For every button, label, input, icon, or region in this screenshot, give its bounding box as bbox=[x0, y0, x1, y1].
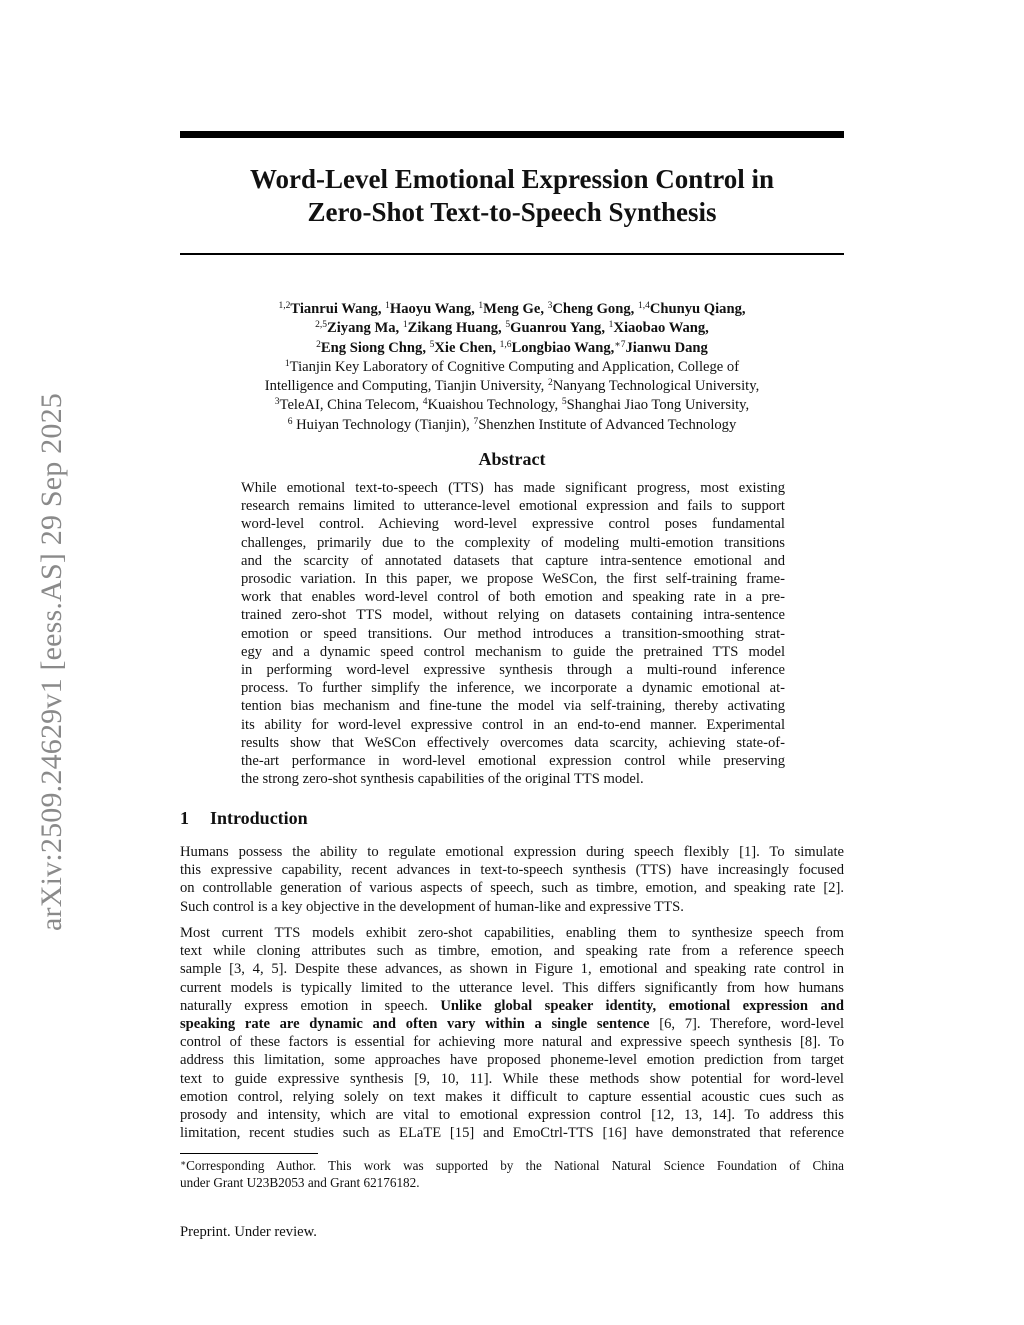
abstract-line: emotion or speed transitions. Our method introduces a transition-smoothing strat- bbox=[241, 625, 785, 642]
paragraph-line: emotion control, relying solely on text makes it difficult to capture essential acoustic cues such as bbox=[180, 1088, 844, 1105]
abstract-body bbox=[241, 479, 785, 788]
paragraph-text: [6, 7]. Therefore, word-level bbox=[649, 1016, 844, 1033]
footnote-text: Corresponding Author. This work was supported by the National Natural Science Foundation of China bbox=[186, 1158, 844, 1173]
preprint-note: Preprint. Under review. bbox=[180, 1224, 317, 1240]
footnote-line: under Grant U23B2053 and Grant 62176182. bbox=[180, 1175, 420, 1190]
author-name: Longbiao Wang, bbox=[511, 339, 615, 356]
affiliation-line-1 bbox=[180, 358, 844, 377]
abstract-line: trained zero-shot TTS model, without relying on datasets containing intra-sentence bbox=[241, 607, 785, 624]
paragraph-line: text to guide expressive synthesis [9, 10, 11]. While these methods show potential for word-level bbox=[180, 1070, 844, 1087]
footnote-line bbox=[180, 1157, 844, 1174]
author-line-1 bbox=[180, 300, 844, 319]
abstract-line: tention bias mechanism and fine-tune the model via self-training, thereby activating bbox=[241, 698, 785, 715]
affiliation-line-3 bbox=[180, 396, 844, 415]
affiliation-mark: 6 bbox=[287, 416, 293, 427]
author-affiliation-mark: 7 bbox=[620, 339, 626, 350]
title-bottom-rule bbox=[180, 253, 844, 255]
affiliation-line-2 bbox=[180, 377, 844, 396]
abstract-line: egy and a dynamic speed control mechanism to guide the pretrained TTS model bbox=[241, 643, 785, 660]
author-affiliation-mark: 2 bbox=[316, 339, 321, 350]
affiliation-text: TeleAI, China Telecom, bbox=[279, 397, 423, 414]
affiliation-mark: 7 bbox=[473, 416, 479, 427]
abstract-line: challenges, primarily due to the complexity of modeling multi-emotion transitions bbox=[241, 534, 785, 551]
paragraph-line: sample [3, 4, 5]. Despite these advances, as shown in Figure 1, emotional and speaking rate control in bbox=[180, 961, 844, 978]
abstract-line: prosodic variation. In this paper, we propose WeSCon, the first self-training frame- bbox=[241, 571, 785, 588]
author-name: Zikang Huang, bbox=[407, 320, 502, 337]
author-affiliation-mark: 1,2 bbox=[278, 301, 291, 311]
paper-title-line-1: Word-Level Emotional Expression Control in bbox=[249, 164, 775, 194]
author-name: Eng Siong Chng, bbox=[320, 339, 426, 356]
abstract-line: process. To further simplify the inference, we incorporate a dynamic emotional at- bbox=[241, 680, 785, 697]
author-name: Haoyu Wang, bbox=[389, 301, 475, 317]
author-name: Jianwu Dang bbox=[625, 339, 708, 356]
affiliation-text: Shanghai Jiao Tong University, bbox=[566, 397, 750, 414]
affiliation-mark: 2 bbox=[547, 378, 553, 389]
affiliation-mark: 5 bbox=[561, 397, 567, 408]
author-line-3 bbox=[180, 339, 844, 358]
author-name: Ziyang Ma, bbox=[327, 320, 400, 337]
footnote-rule bbox=[180, 1153, 318, 1154]
intro-paragraph-2 bbox=[180, 924, 844, 1142]
section-heading-introduction bbox=[180, 808, 308, 829]
abstract-line: its ability for word-level expressive control in an end-to-end manner. Experimental bbox=[241, 716, 785, 733]
author-name: Meng Ge, bbox=[483, 301, 544, 317]
author-affiliation-mark: 1,4 bbox=[637, 301, 650, 311]
paper-title bbox=[180, 163, 844, 229]
author-affiliation-mark: 1 bbox=[478, 301, 484, 311]
paragraph-line: this expressive capability, recent advances in text-to-speech synthesis (TTS) have increasingly focused bbox=[180, 862, 844, 879]
author-block bbox=[180, 300, 844, 435]
abstract-heading: Abstract bbox=[478, 449, 546, 469]
abstract-line: the strong zero-shot synthesis capabilities of the original TTS model. bbox=[241, 771, 644, 788]
affiliation-line-4 bbox=[180, 416, 844, 435]
author-name: Xiaobao Wang, bbox=[613, 320, 709, 337]
affiliation-mark: 1 bbox=[284, 358, 290, 369]
author-affiliation-mark: 3 bbox=[547, 301, 553, 311]
author-affiliation-mark: 1 bbox=[608, 320, 614, 331]
abstract-line: While emotional text-to-speech (TTS) has made significant progress, most existing bbox=[241, 480, 785, 496]
author-line-2 bbox=[180, 319, 844, 338]
affiliation-text: Huiyan Technology (Tianjin), bbox=[292, 416, 474, 433]
intro-paragraph-1 bbox=[180, 843, 844, 916]
abstract-line: the-art performance in word-level emotional expression control while preserving bbox=[241, 753, 785, 770]
abstract-line: and the scarcity of annotated datasets that capture intra-sentence emotional and bbox=[241, 552, 785, 569]
paragraph-line: control of these factors is essential for achieving more natural and expressive speech synthesis [8]. To bbox=[180, 1034, 844, 1051]
abstract-line: word-level control. Achieving word-level expressive control poses fundamental bbox=[241, 516, 785, 533]
author-affiliation-mark: 2,5 bbox=[315, 320, 328, 331]
footnote-mark: ∗ bbox=[180, 1158, 187, 1168]
paragraph-line bbox=[180, 1015, 844, 1033]
abstract-line: research remains limited to utterance-level emotional expression and fails to support bbox=[241, 498, 785, 515]
affiliation-text: Tianjin Key Laboratory of Cognitive Computing and Application, College of bbox=[289, 358, 740, 375]
author-name: Guanrou Yang, bbox=[510, 320, 605, 337]
abstract-line: work that enables word-level control of both emotion and speaking rate in a pre- bbox=[241, 589, 785, 606]
arxiv-identifier-stamp: arXiv:2509.24629v1 [eess.AS] 29 Sep 2025 bbox=[35, 393, 68, 931]
section-number: 1 bbox=[180, 808, 189, 828]
corresponding-author-mark: ∗ bbox=[614, 339, 621, 350]
author-name: Xie Chen, bbox=[434, 339, 496, 356]
paragraph-line: current models is typically limited to the utterance level. This differs significantly from how humans bbox=[180, 979, 844, 996]
abstract-line: in performing word-level expressive synthesis through a multi-round inference bbox=[241, 662, 785, 679]
paragraph-line: Humans possess the ability to regulate emotional expression during speech flexibly [1]. To simulate bbox=[180, 844, 844, 860]
footnote bbox=[180, 1157, 844, 1191]
author-name: Cheng Gong, bbox=[552, 301, 635, 317]
paragraph-line: prosody and intensity, which are vital to emotional expression control [12, 13, 14]. To address this bbox=[180, 1107, 844, 1124]
title-top-rule bbox=[180, 131, 844, 138]
paragraph-text: naturally express emotion in speech. bbox=[180, 997, 441, 1014]
paragraph-line: text while cloning attributes such as timbre, emotion, and speaking rate from a reference speech bbox=[180, 943, 844, 960]
paragraph-line bbox=[180, 997, 844, 1015]
paragraph-line: address this limitation, some approaches have proposed phoneme-level emotion prediction from target bbox=[180, 1052, 844, 1069]
paragraph-line: Such control is a key objective in the development of human-like and expressive TTS. bbox=[180, 898, 684, 915]
author-affiliation-mark: 1,6 bbox=[499, 339, 512, 350]
author-name: Tianrui Wang, bbox=[290, 301, 382, 317]
author-name: Chunyu Qiang, bbox=[649, 301, 746, 317]
author-affiliation-mark: 1 bbox=[402, 320, 408, 331]
affiliation-text: Shenzhen Institute of Advanced Technology bbox=[478, 416, 737, 433]
abstract-line: results show that WeSCon effectively overcomes data scarcity, achieving state-of- bbox=[241, 734, 785, 751]
affiliation-mark: 4 bbox=[422, 397, 428, 408]
paragraph-line: Most current TTS models exhibit zero-shot capabilities, enabling them to synthesize speech from bbox=[180, 925, 844, 941]
section-title: Introduction bbox=[210, 808, 308, 828]
paper-title-line-2: Zero-Shot Text-to-Speech Synthesis bbox=[307, 197, 717, 227]
affiliation-text: Kuaishou Technology, bbox=[427, 397, 562, 414]
author-affiliation-mark: 5 bbox=[505, 320, 511, 331]
paragraph-line: on controllable generation of various aspects of speech, such as timbre, emotion, and speaking rate [2]. bbox=[180, 880, 844, 897]
paragraph-line: limitation, recent studies such as ELaTE [15] and EmoCtrl-TTS [16] have demonstrated that reference bbox=[180, 1125, 844, 1142]
affiliation-mark: 3 bbox=[274, 397, 280, 408]
affiliation-text: Nanyang Technological University, bbox=[552, 378, 760, 395]
affiliation-text: Intelligence and Computing, Tianjin University, bbox=[264, 378, 548, 395]
author-affiliation-mark: 1 bbox=[385, 301, 390, 311]
emphasized-claim: speaking rate are dynamic and often vary within a single sentence bbox=[180, 1016, 650, 1033]
author-affiliation-mark: 5 bbox=[429, 339, 435, 350]
emphasized-claim: Unlike global speaker identity, emotional expression and bbox=[440, 997, 844, 1014]
